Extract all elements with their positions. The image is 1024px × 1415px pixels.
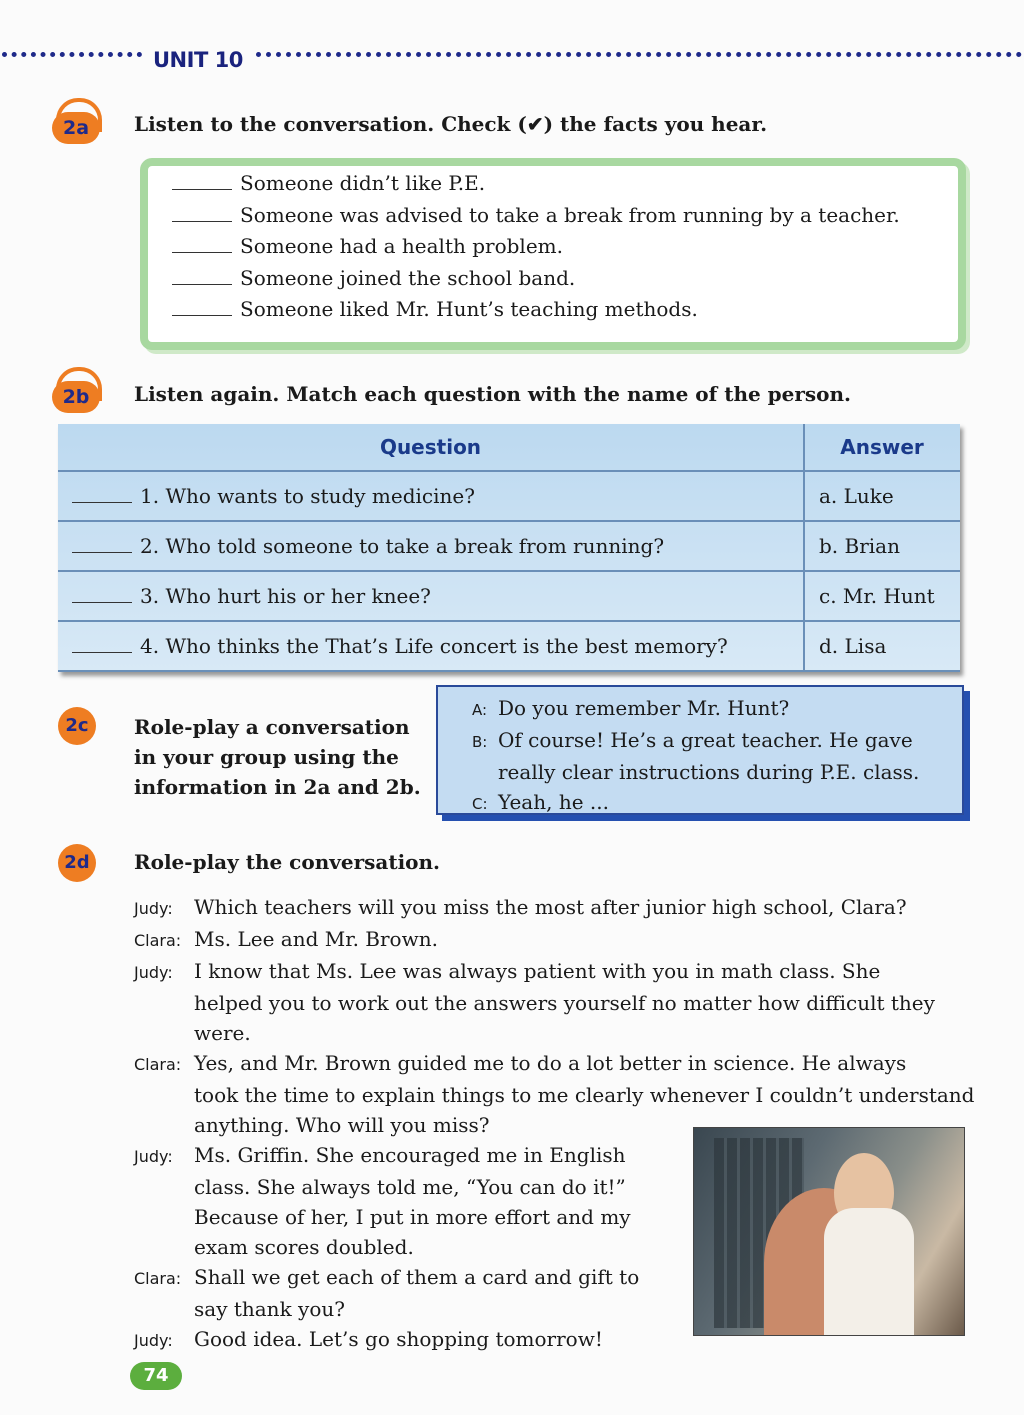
sample-dialogue-box [436,685,964,815]
fact-item [172,171,485,195]
answer-blank[interactable] [72,602,132,603]
line-text: Yes, and Mr. Brown guided me to do a lot better in science. He always [194,1051,907,1075]
line-text: Good idea. Let’s go shopping tomorrow! [194,1327,603,1351]
answer-text: c. Mr. Hunt [804,571,960,621]
photo-two-girls-hugging [693,1127,965,1336]
line-text: were. [194,1021,251,1045]
instruction-line: in your group using the [134,745,399,769]
answer-blank[interactable] [72,652,132,653]
answer-text: d. Lisa [804,621,960,671]
line-text: exam scores doubled. [194,1235,414,1259]
answer-blank[interactable] [172,189,232,190]
speaker: A: [472,701,488,719]
badge-2c: 2c [58,707,96,745]
line-text: Which teachers will you miss the most after junior high school, Clara? [194,895,907,919]
question-text: 2. Who told someone to take a break from running? [140,534,665,558]
column-header-answer: Answer [804,424,960,471]
listening-badge-2a: 2a [52,112,100,144]
answer-blank[interactable] [172,284,232,285]
badge-2d: 2d [58,844,96,882]
speaker: Clara: [134,1269,182,1288]
column-header-question: Question [58,424,804,471]
question-text: 4. Who thinks the That’s Life concert is the best memory? [140,634,728,658]
conversation-line [134,924,974,956]
header-dots-left [2,52,142,71]
speaker: Judy: [134,1331,173,1350]
line-text: Ms. Griffin. She encouraged me in English [194,1143,626,1167]
line-text: anything. Who will you miss? [194,1113,490,1137]
question-text: 1. Who wants to study medicine? [140,484,475,508]
dialogue-line [472,693,962,725]
answer-text: a. Luke [804,471,960,521]
line-text: Shall we get each of them a card and gift to [194,1265,640,1289]
answer-blank[interactable] [172,252,232,253]
fact-item [172,297,698,321]
dialogue-line [472,725,962,757]
speaker: C: [472,795,488,813]
conversation-line [134,988,974,1018]
line-text: helped you to work out the answers yourself no matter how difficult they [194,991,935,1015]
line-text: Ms. Lee and Mr. Brown. [194,927,438,951]
unit-title: UNIT 10 [153,48,243,72]
answer-blank[interactable] [172,315,232,316]
line-text: class. She always told me, “You can do it!” [194,1175,626,1199]
conversation-line [134,892,974,924]
conversation-line [134,1018,974,1048]
dialogue-line [472,757,962,787]
fact-item [172,266,575,290]
fact-item [172,234,563,258]
instruction-2b: Listen again. Match each question with the name of the person. [134,382,852,406]
speaker: Clara: [134,1055,182,1074]
table-row [58,521,960,571]
conversation-line [134,956,974,988]
instruction-2a: Listen to the conversation. Check (✔) the facts you hear. [134,112,768,136]
line-text: took the time to explain things to me clearly whenever I couldn’t understand [194,1083,975,1107]
fact-text: Someone liked Mr. Hunt’s teaching methods. [240,297,698,321]
conversation-line [134,1048,974,1080]
instruction-2c [134,712,421,802]
conversation-line [134,1080,974,1110]
match-table [58,424,960,672]
fact-text: Someone didn’t like P.E. [240,171,486,195]
line-text: Do you remember Mr. Hunt? [498,696,790,720]
fact-text: Someone joined the school band. [240,265,576,290]
dialogue-line [472,787,962,819]
page-number: 74 [130,1362,182,1390]
table-row [58,621,960,671]
line-text: say thank you? [194,1297,345,1321]
header-dots-right [256,52,1022,71]
line-text: Of course! He’s a great teacher. He gave [498,728,913,752]
instruction-line: information in 2a and 2b. [134,775,421,799]
speaker: Clara: [134,931,182,950]
answer-blank[interactable] [72,502,132,503]
table-row [58,571,960,621]
speaker: B: [472,733,488,751]
fact-text: Someone was advised to take a break from running by a teacher. [240,202,900,227]
line-text: really clear instructions during P.E. class. [498,760,920,784]
speaker: Judy: [134,899,173,918]
line-text: Yeah, he ... [498,790,609,814]
question-text: 3. Who hurt his or her knee? [140,584,431,608]
answer-text: b. Brian [804,521,960,571]
speaker: Judy: [134,1147,173,1166]
fact-item [172,203,900,227]
instruction-2d: Role-play the conversation. [134,850,441,874]
listening-badge-2b: 2b [52,381,100,413]
table-row [58,471,960,521]
answer-blank[interactable] [172,221,232,222]
answer-blank[interactable] [72,552,132,553]
instruction-line: Role-play a conversation [134,715,410,739]
line-text: I know that Ms. Lee was always patient with you in math class. She [194,959,881,983]
line-text: Because of her, I put in more effort and my [194,1205,631,1229]
fact-text: Someone had a health problem. [240,234,563,258]
speaker: Judy: [134,963,173,982]
